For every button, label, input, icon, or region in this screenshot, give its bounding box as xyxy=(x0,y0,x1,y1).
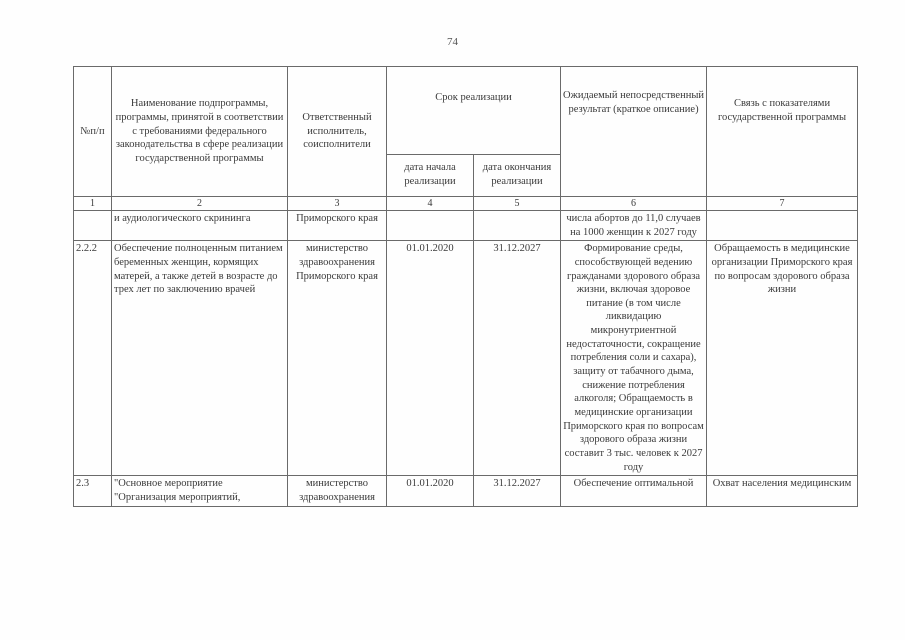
table-row xyxy=(74,241,858,476)
row-start: 01.01.2020 xyxy=(387,476,474,507)
row-result: Формирование среды, способствующей ведению гражданами здорового образа жизни, включая здоровое питание (в том числе ликвидацию микронутриентной недостаточности, сокращение потребления соли и сахара), защиту от табачного дыма, снижение потребления алкоголя; Обращаемость в медицинские организации Приморского края по вопросам здорового образа жизни составит 3 тыс. человек к 2027 году xyxy=(561,241,707,476)
row-name: "Основное мероприятие "Организация мероприятий, xyxy=(112,476,288,507)
row-start xyxy=(387,211,474,241)
header-num: №п/п xyxy=(74,67,112,197)
row-start: 01.01.2020 xyxy=(387,241,474,476)
row-executor: Приморского края xyxy=(288,211,387,241)
program-table xyxy=(73,66,858,507)
row-name: Обеспечение полноценным питанием беременных женщин, кормящих матерей, а также детей в возрасте до трех лет по заключению врачей xyxy=(112,241,288,476)
column-number: 7 xyxy=(707,197,858,211)
column-number-row xyxy=(74,197,858,211)
header-result: Ожидаемый непосредственный результат (краткое описание) xyxy=(561,67,707,197)
row-result: Обеспечение оптимальной xyxy=(561,476,707,507)
row-num: 2.3 xyxy=(74,476,112,507)
row-end: 31.12.2027 xyxy=(474,476,561,507)
row-num xyxy=(74,211,112,241)
page-number: 74 xyxy=(447,36,458,48)
row-name: и аудиологического скрининга xyxy=(112,211,288,241)
row-executor: министерство здравоохранения xyxy=(288,476,387,507)
column-number: 2 xyxy=(112,197,288,211)
column-number: 5 xyxy=(474,197,561,211)
row-end: 31.12.2027 xyxy=(474,241,561,476)
header-term: Срок реализации xyxy=(387,67,561,155)
header-start: дата начала реализации xyxy=(387,155,474,197)
column-number: 3 xyxy=(288,197,387,211)
header-executor: Ответственный исполнитель, соисполнители xyxy=(288,67,387,197)
row-end xyxy=(474,211,561,241)
header-end: дата окончания реализации xyxy=(474,155,561,197)
row-link: Обращаемость в медицинские организации Приморского края по вопросам здорового образа жизни xyxy=(707,241,858,476)
row-executor: министерство здравоохранения Приморского края xyxy=(288,241,387,476)
header-row xyxy=(74,67,858,155)
column-number: 4 xyxy=(387,197,474,211)
column-number: 6 xyxy=(561,197,707,211)
column-number: 1 xyxy=(74,197,112,211)
header-name: Наименование подпрограммы, программы, принятой в соответствии с требованиями федерального законодательства в сфере реализации государственной программы xyxy=(112,67,288,197)
table-row xyxy=(74,211,858,241)
header-link: Связь с показателями государственной программы xyxy=(707,67,858,197)
table-row xyxy=(74,476,858,507)
row-result: числа абортов до 11,0 случаев на 1000 женщин к 2027 году xyxy=(561,211,707,241)
row-link: Охват населения медицинским xyxy=(707,476,858,507)
row-link xyxy=(707,211,858,241)
row-num: 2.2.2 xyxy=(74,241,112,476)
